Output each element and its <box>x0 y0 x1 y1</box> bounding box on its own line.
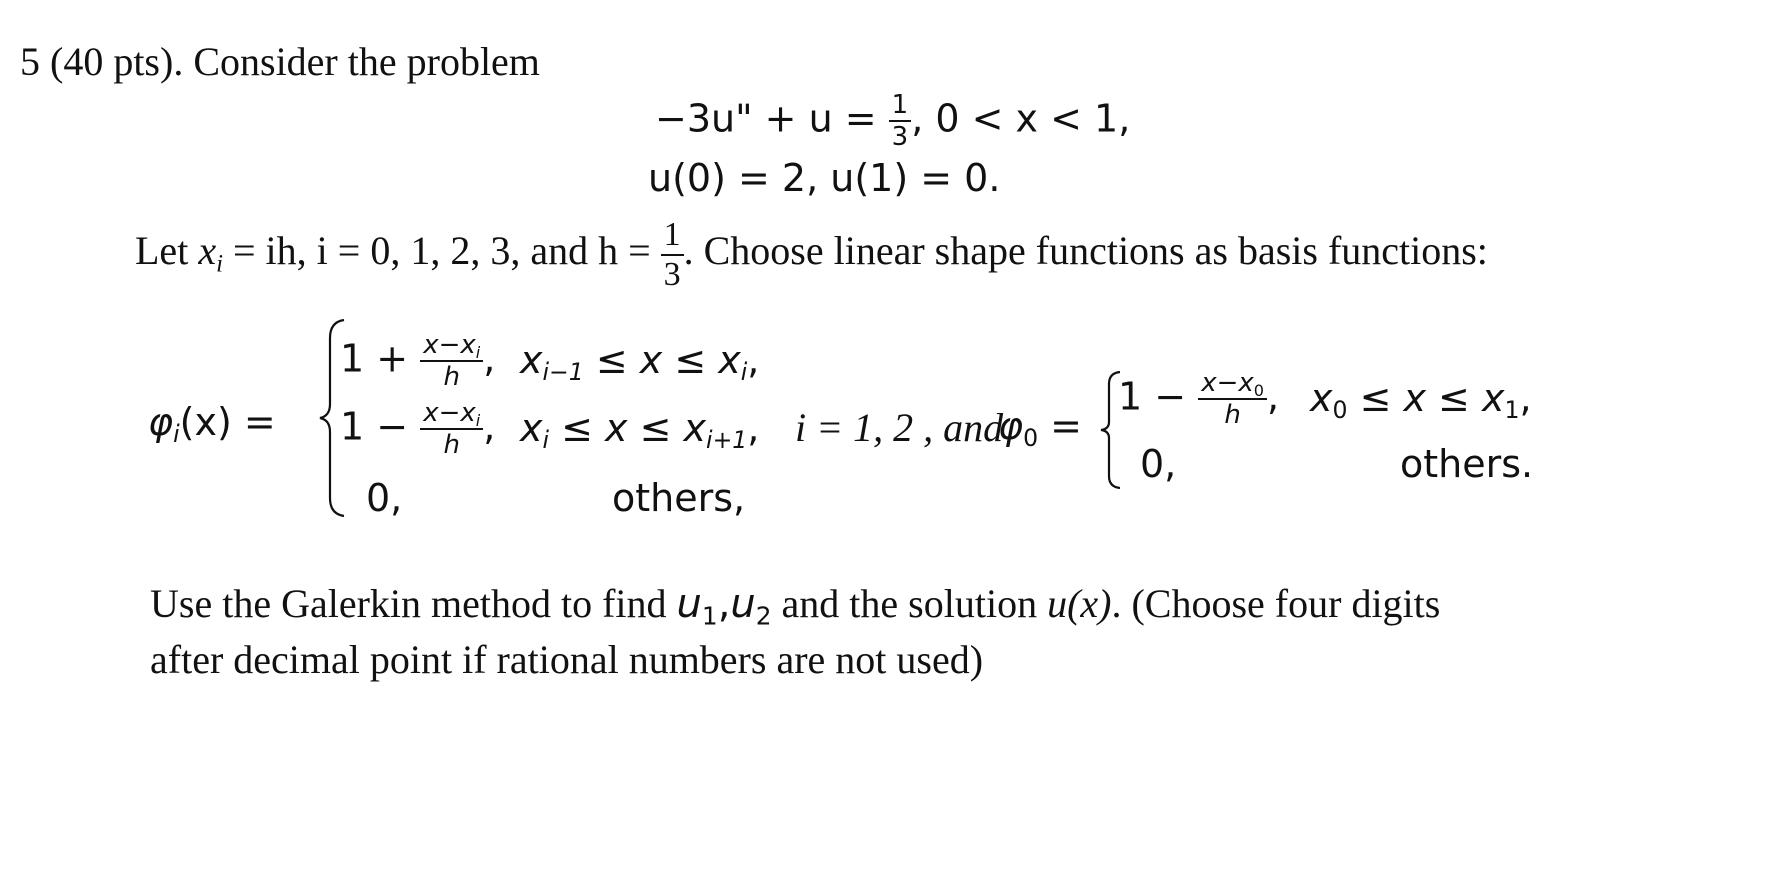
choose-text: . Choose linear shape functions as basis functions: <box>683 228 1488 274</box>
h-fraction <box>661 218 684 292</box>
equation-domain: , 0 < x < 1, <box>911 96 1131 141</box>
let-line: Let $x_i$ = ih, i = 0, 1, 2, 3, and h = $\frac{1}{3}$ . Choose linear shape functions as basis functions: <box>135 216 1488 293</box>
h-denominator: 3 <box>663 256 681 293</box>
phi-0-lhs: $\varphi_0$ = <box>998 404 1082 453</box>
case-1-fraction: $\frac{x-x_i}{h}$ <box>420 332 483 390</box>
equation-fraction <box>889 92 912 150</box>
task-line-2: after decimal point if rational numbers are not used) <box>150 637 984 682</box>
phi-0-case-2: 0, <box>1140 442 1177 486</box>
phi-0-case-1-cond: $x_0 \le x \le x_1$, <box>1310 376 1532 425</box>
equation-line-1 <box>655 92 1130 150</box>
phi-0-subscript: 0 <box>1023 424 1039 453</box>
phi-i-case-3-cond: others, <box>612 476 746 520</box>
phi-symbol: φ <box>148 400 174 444</box>
phi-i-case-1: 1 + $\frac{x-x_i}{h}$ , <box>340 330 496 392</box>
case-1-expr: 1 + <box>340 336 409 381</box>
phi-0-symbol: φ <box>998 404 1024 448</box>
fraction-denominator: 3 <box>891 122 909 152</box>
phi-i-case-3: 0, <box>366 476 403 520</box>
h-numerator: 1 <box>661 218 684 256</box>
problem-heading: 5 (40 pts). Consider the problem <box>20 39 540 84</box>
phi-i-lhs <box>148 400 276 449</box>
phi-0-case-1: 1 − $\frac{x-x_0}{h}$ , <box>1118 368 1280 430</box>
equation-lhs: −3u" + u = <box>655 96 889 141</box>
task-line-1: Use the Galerkin method to find $u_1,u_2$ and the solution u(x). (Choose four digits <box>150 581 1441 631</box>
phi-argument: (x) = <box>179 400 276 444</box>
boundary-conditions: u(0) = 2, u(1) = 0. <box>648 156 1001 200</box>
fraction-numerator: 1 <box>889 92 912 122</box>
case-2-expr: 1 − <box>340 404 409 449</box>
let-word: Let <box>135 228 189 274</box>
phi-subscript: i <box>173 420 180 449</box>
phi-i-case-2: 1 − $\frac{x-x_i}{h}$ , <box>340 398 496 460</box>
xi-definition: = ih, i = 0, 1, 2, 3, and h = <box>232 228 651 274</box>
phi-i-case-1-cond: $x_{i-1} \le x \le x_i$, <box>520 338 760 387</box>
phi-0-case-1-fraction: $\frac{x-x_0}{h}$ <box>1198 370 1267 428</box>
index-and-text: i = 1, 2 , and <box>795 405 1004 450</box>
phi-i-case-2-cond: $x_i \le x \le x_{i+1}$, <box>520 406 760 455</box>
phi-0-case-2-cond: others. <box>1400 442 1534 486</box>
case-2-fraction: $\frac{x-x_i}{h}$ <box>420 400 483 458</box>
